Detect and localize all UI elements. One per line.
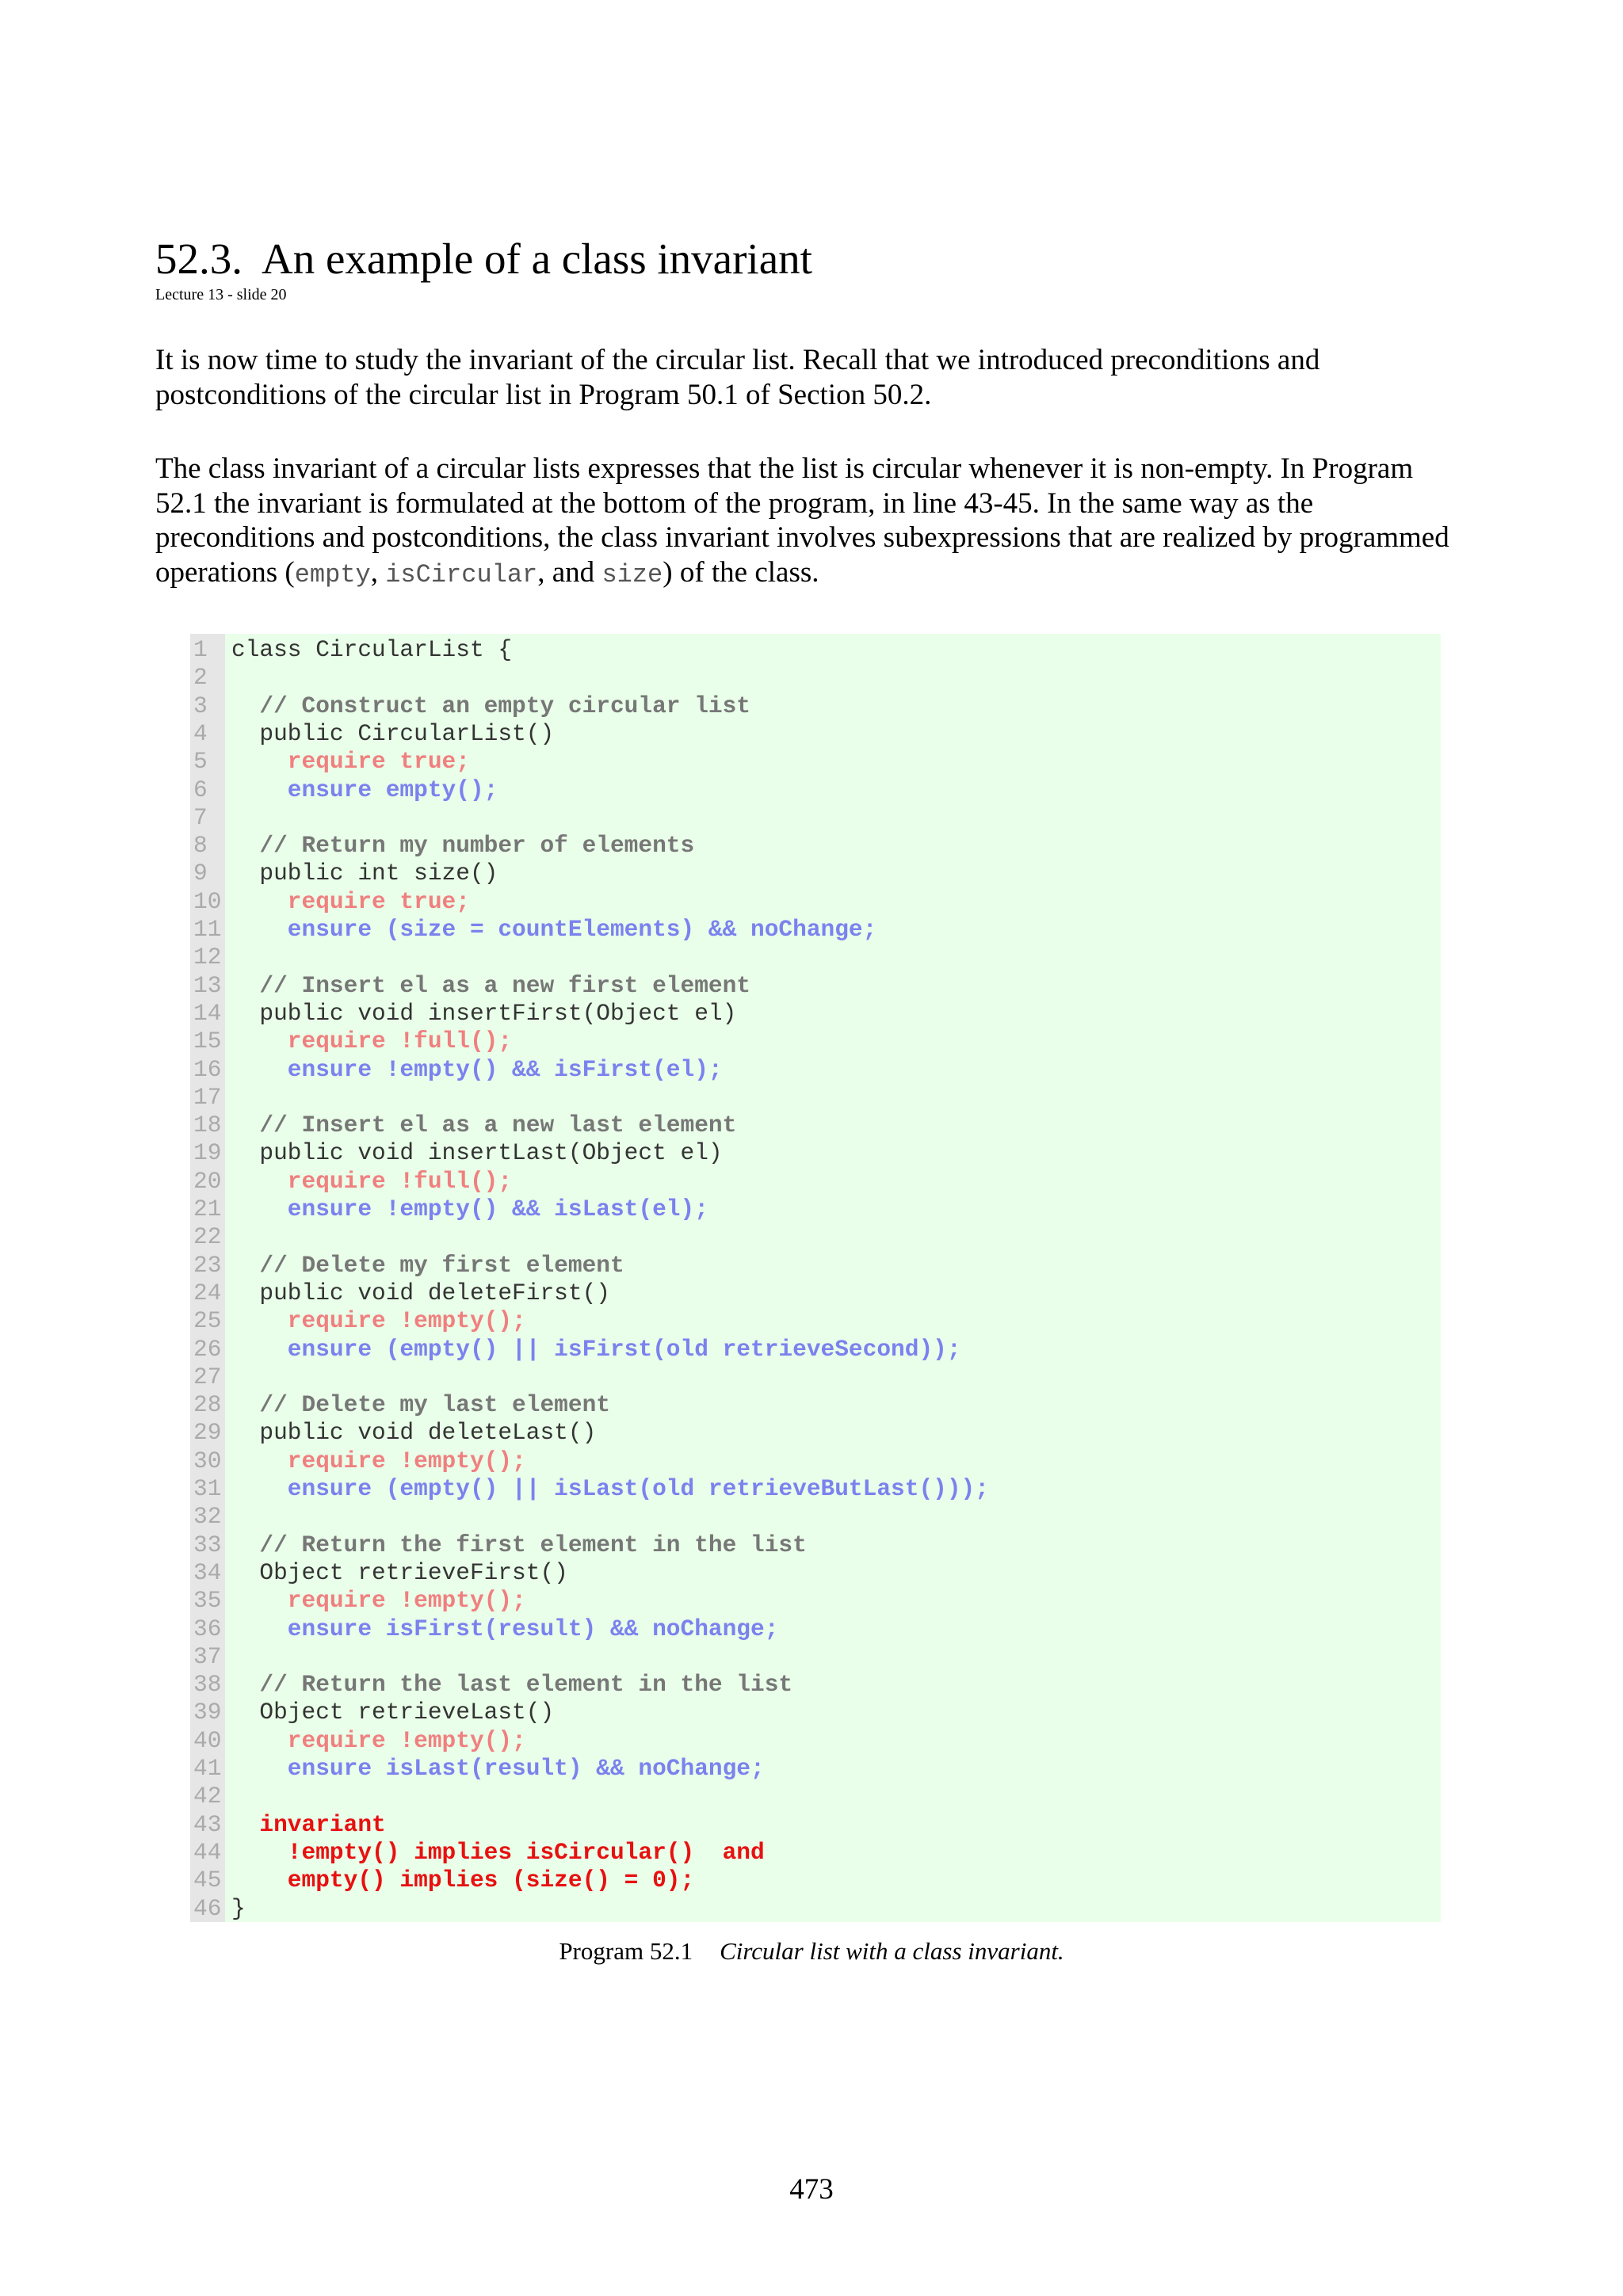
line-number: 20 — [193, 1167, 222, 1195]
code-line — [190, 1363, 1441, 1391]
program-caption — [0, 1936, 1623, 1967]
code-line — [190, 1727, 1441, 1755]
caption-number: Program 52.1 — [559, 1937, 693, 1965]
code-text: public void deleteLast() — [231, 1419, 597, 1447]
line-number: 4 — [193, 719, 208, 747]
code-text: // Return my number of elements — [231, 832, 695, 860]
code-text: require true; — [231, 887, 470, 915]
paragraph-text: , — [370, 555, 386, 589]
line-number: 45 — [193, 1867, 222, 1894]
line-number: 35 — [193, 1587, 222, 1615]
line-number: 25 — [193, 1307, 222, 1335]
code-text: public CircularList() — [231, 719, 555, 747]
code-line — [190, 1280, 1441, 1307]
line-number: 39 — [193, 1699, 222, 1726]
code-line — [190, 692, 1441, 720]
line-number: 17 — [193, 1083, 222, 1111]
line-number: 22 — [193, 1223, 222, 1251]
code-line — [190, 1336, 1441, 1363]
code-line — [190, 1671, 1441, 1699]
code-line — [190, 1084, 1441, 1112]
code-line — [190, 1307, 1441, 1335]
code-text: require !empty(); — [231, 1307, 526, 1335]
code-line — [190, 1028, 1441, 1055]
line-number: 32 — [193, 1503, 222, 1531]
code-line — [190, 888, 1441, 916]
line-number: 6 — [193, 776, 208, 803]
intro-paragraph: It is now time to study the invariant of the circular list. Recall that we introduced preconditions and postconditions of the circular list in Program 50.1 of Section 50.2. — [155, 344, 1320, 411]
line-number: 46 — [193, 1894, 222, 1922]
code-line — [190, 1000, 1441, 1028]
line-number: 3 — [193, 692, 208, 719]
code-line — [190, 1783, 1441, 1810]
code-text: ensure empty(); — [231, 776, 498, 803]
caption-text: Circular list with a class invariant. — [720, 1937, 1064, 1965]
line-number: 2 — [193, 664, 208, 692]
section-heading — [155, 231, 812, 287]
code-line — [190, 748, 1441, 776]
line-number: 1 — [193, 636, 208, 663]
code-line — [190, 916, 1441, 944]
code-line — [190, 1615, 1441, 1643]
slide-reference: Lecture 13 - slide 20 — [155, 286, 287, 303]
line-number: 34 — [193, 1558, 222, 1586]
code-text: // Return the last element in the list — [231, 1671, 793, 1699]
code-text: Object retrieveLast() — [231, 1699, 555, 1726]
code-text: // Return the first element in the list — [231, 1531, 807, 1558]
code-text: public void deleteFirst() — [231, 1279, 610, 1306]
line-number: 43 — [193, 1810, 222, 1838]
code-text: // Insert el as a new first element — [231, 971, 751, 999]
line-number: 26 — [193, 1335, 222, 1363]
code-line — [190, 1139, 1441, 1167]
code-text: require true; — [231, 748, 470, 776]
line-number: 28 — [193, 1391, 222, 1419]
code-size: size — [601, 559, 663, 589]
paragraph-text: The class invariant of a circular lists expresses that the list is circular whenever it is non-empty. In Program 52.1 the invariant is formulated at the bottom of the program, in line 43-45. In the same way as the preconditions and postconditions, the class invariant involves subexpressions that are realized by programmed operations ( — [155, 452, 1449, 589]
line-number: 9 — [193, 860, 208, 887]
line-number: 10 — [193, 887, 222, 915]
code-text: ensure (size = countElements) && noChange; — [231, 916, 877, 943]
line-number: 31 — [193, 1475, 222, 1502]
code-line — [190, 636, 1441, 664]
line-number: 13 — [193, 971, 222, 999]
program-listing — [190, 634, 1441, 1922]
invariant-paragraph — [155, 452, 1471, 592]
code-line — [190, 1391, 1441, 1419]
code-text: require !empty(); — [231, 1447, 526, 1474]
line-number: 30 — [193, 1447, 222, 1474]
code-text: // Delete my last element — [231, 1391, 610, 1419]
code-text: require !full(); — [231, 1167, 513, 1195]
code-line — [190, 1196, 1441, 1223]
page-number: 473 — [789, 2173, 834, 2206]
code-text: // Construct an empty circular list — [231, 692, 751, 719]
code-text: empty() implies (size() = 0); — [231, 1867, 695, 1894]
code-line — [190, 1223, 1441, 1251]
code-text: // Insert el as a new last element — [231, 1112, 737, 1139]
code-line — [190, 1811, 1441, 1839]
code-text: ensure !empty() && isFirst(el); — [231, 1055, 723, 1083]
code-line — [190, 1475, 1441, 1503]
code-line — [190, 1755, 1441, 1783]
code-text: // Delete my first element — [231, 1251, 624, 1279]
line-number: 8 — [193, 832, 208, 860]
code-text: public void insertLast(Object el) — [231, 1139, 723, 1167]
line-number: 37 — [193, 1642, 222, 1670]
line-number: 42 — [193, 1783, 222, 1810]
code-text: ensure (empty() || isFirst(old retrieveSecond)); — [231, 1335, 961, 1363]
line-number: 24 — [193, 1279, 222, 1306]
code-line — [190, 720, 1441, 748]
code-line — [190, 1643, 1441, 1671]
line-number: 12 — [193, 944, 222, 971]
code-text: class CircularList { — [231, 636, 513, 663]
code-line — [190, 1559, 1441, 1587]
code-line — [190, 832, 1441, 860]
line-number: 19 — [193, 1139, 222, 1167]
code-line — [190, 776, 1441, 804]
code-line — [190, 860, 1441, 887]
line-number: 23 — [193, 1251, 222, 1279]
code-text: ensure isFirst(result) && noChange; — [231, 1615, 779, 1642]
code-line — [190, 1531, 1441, 1559]
line-number: 36 — [193, 1615, 222, 1642]
code-line — [190, 1699, 1441, 1726]
line-number: 11 — [193, 916, 222, 943]
code-line — [190, 664, 1441, 692]
code-line — [190, 944, 1441, 971]
line-number: 14 — [193, 999, 222, 1027]
code-text: } — [231, 1894, 246, 1922]
code-line — [190, 1867, 1441, 1894]
code-text: ensure (empty() || isLast(old retrieveButLast())); — [231, 1475, 989, 1502]
code-line — [190, 1168, 1441, 1196]
code-line — [190, 1112, 1441, 1139]
code-line — [190, 804, 1441, 832]
code-text: ensure !empty() && isLast(el); — [231, 1196, 708, 1222]
line-number: 44 — [193, 1838, 222, 1866]
code-text: ensure isLast(result) && noChange; — [231, 1755, 765, 1782]
code-text: !empty() implies isCircular() and — [231, 1838, 765, 1866]
code-empty: empty — [294, 559, 371, 589]
code-text: public int size() — [231, 860, 498, 887]
code-line — [190, 1503, 1441, 1531]
line-number: 7 — [193, 803, 208, 831]
line-number: 29 — [193, 1419, 222, 1447]
line-number: 33 — [193, 1531, 222, 1558]
line-number: 41 — [193, 1755, 222, 1782]
line-number: 18 — [193, 1112, 222, 1139]
code-line — [190, 1587, 1441, 1615]
code-line — [190, 1839, 1441, 1867]
code-line — [190, 1895, 1441, 1923]
code-text: Object retrieveFirst() — [231, 1558, 568, 1586]
code-line — [190, 1252, 1441, 1280]
code-line — [190, 1447, 1441, 1475]
code-line — [190, 972, 1441, 1000]
code-text: require !full(); — [231, 1028, 513, 1055]
line-number: 40 — [193, 1726, 222, 1754]
line-number: 16 — [193, 1055, 222, 1083]
code-text: require !empty(); — [231, 1726, 526, 1754]
line-number: 27 — [193, 1363, 222, 1390]
line-number: 15 — [193, 1028, 222, 1055]
line-number: 38 — [193, 1671, 222, 1699]
code-line — [190, 1056, 1441, 1084]
code-text: public void insertFirst(Object el) — [231, 999, 737, 1027]
code-text: require !empty(); — [231, 1587, 526, 1615]
paragraph-text: ) of the class. — [663, 555, 819, 589]
section-title: An example of a class invariant — [262, 235, 812, 283]
paragraph-text: , and — [537, 555, 602, 589]
section-number: 52.3. — [155, 235, 242, 283]
code-text: invariant — [231, 1810, 386, 1838]
line-number: 5 — [193, 748, 208, 776]
line-number: 21 — [193, 1196, 222, 1222]
code-line — [190, 1419, 1441, 1447]
code-iscircular: isCircular — [385, 559, 538, 589]
